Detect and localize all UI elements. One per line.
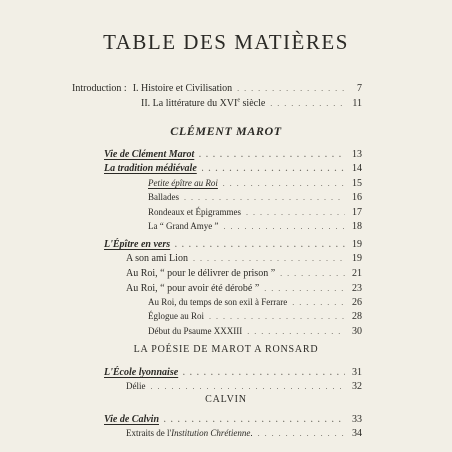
toc-entry (148, 310, 362, 323)
leader-dots (193, 252, 345, 265)
toc-entry (104, 148, 362, 161)
toc-entry (126, 282, 362, 295)
leader-dots (258, 427, 345, 440)
toc-entry-intro-1 (72, 82, 362, 95)
toc-entry-label: Début du Psaume XXXIII (148, 326, 243, 336)
leader-dots (223, 177, 345, 190)
toc-entry-page: 13 (352, 149, 362, 160)
toc-entry-page: 15 (352, 178, 362, 189)
toc-entry-label: La “ Grand Amye ” (148, 221, 219, 231)
leader-dots (292, 296, 345, 309)
toc-entry-page: 33 (352, 414, 362, 425)
toc-entry (148, 206, 362, 219)
toc-entry (104, 413, 362, 426)
section-heading-poesie: LA POÉSIE DE MAROT A RONSARD (133, 344, 319, 355)
section-heading-calvin: CALVIN (205, 394, 247, 405)
toc-entry-label: L'Épître en vers (104, 239, 171, 250)
toc-entry (148, 177, 362, 190)
toc-entry-intro-2 (141, 97, 362, 110)
toc-entry-page: 31 (352, 367, 362, 378)
toc-entry-label: Ballades (148, 192, 179, 202)
toc-entry (148, 191, 362, 204)
leader-dots (209, 310, 345, 323)
toc-entry-label: A son ami Lion (126, 253, 188, 264)
toc-entry-label: Au Roi, “ pour le délivrer de prison ” (126, 268, 276, 279)
toc-entry-label: Au Roi, “ pour avoir été dérobé ” (126, 283, 260, 294)
toc-entry-label: Délie (126, 381, 146, 391)
toc-entry-page: 17 (352, 207, 362, 218)
toc-entry-page: 18 (352, 221, 362, 232)
toc-entry (104, 238, 362, 251)
leader-dots (199, 148, 345, 161)
toc-entry-page: 7 (357, 83, 362, 94)
toc-entry-label: Extraits de l'Institution Chrétienne. (126, 428, 253, 438)
toc-entry-page: 21 (352, 268, 362, 279)
toc-entry-page: 34 (352, 428, 362, 439)
leader-dots (264, 282, 345, 295)
toc-entry-page: 32 (352, 381, 362, 392)
toc-entry-label: Au Roi, du temps de son exil à Ferrare (148, 297, 288, 307)
leader-dots (270, 97, 345, 110)
toc-entry (126, 267, 362, 280)
toc-entry (104, 162, 362, 175)
toc-entry (126, 427, 362, 440)
toc-entry-page: 28 (352, 311, 362, 322)
toc-entry-label: Vie de Calvin (104, 414, 159, 425)
toc-entry-page: 19 (352, 239, 362, 250)
toc-entry-label: II. La littérature du XVIe siècle (141, 97, 266, 109)
toc-entry (126, 380, 362, 393)
introduction-prefix: Introduction : (72, 83, 127, 94)
leader-dots (247, 325, 345, 338)
toc-entry (148, 220, 362, 233)
toc-entry-label: L'École lyonnaise (104, 367, 179, 378)
leader-dots (151, 380, 346, 393)
leader-dots (184, 191, 345, 204)
leader-dots (280, 267, 345, 280)
leader-dots (223, 220, 345, 233)
page-title: TABLE DES MATIÈRES (103, 30, 349, 54)
leader-dots (164, 413, 345, 426)
toc-entry-page: 16 (352, 192, 362, 203)
leader-dots (183, 366, 345, 379)
toc-entry-page: 23 (352, 283, 362, 294)
toc-entry-label: Églogue au Roi (148, 311, 204, 321)
toc-entry-page: 19 (352, 253, 362, 264)
toc-entry-label: Petite épître au Roi (148, 178, 218, 188)
leader-dots (237, 82, 345, 95)
toc-entry (126, 252, 362, 265)
leader-dots (246, 206, 345, 219)
section-heading-marot: CLÉMENT MAROT (170, 124, 282, 138)
toc-entry-page: 30 (352, 326, 362, 337)
toc-entry (148, 296, 362, 309)
toc-entry-page: 26 (352, 297, 362, 308)
toc-entry (104, 366, 362, 379)
leader-dots (175, 238, 345, 251)
toc-entry (148, 325, 362, 338)
toc-entry-label: I. Histoire et Civilisation (132, 83, 233, 94)
toc-entry-label: Rondeaux et Épigrammes (148, 207, 241, 217)
toc-entry-page: 11 (352, 98, 362, 109)
toc-entry-label: Vie de Clément Marot (104, 149, 195, 160)
toc-entry-label: La tradition médiévale (104, 163, 197, 174)
leader-dots (202, 162, 345, 175)
toc-entry-page: 14 (352, 163, 362, 174)
